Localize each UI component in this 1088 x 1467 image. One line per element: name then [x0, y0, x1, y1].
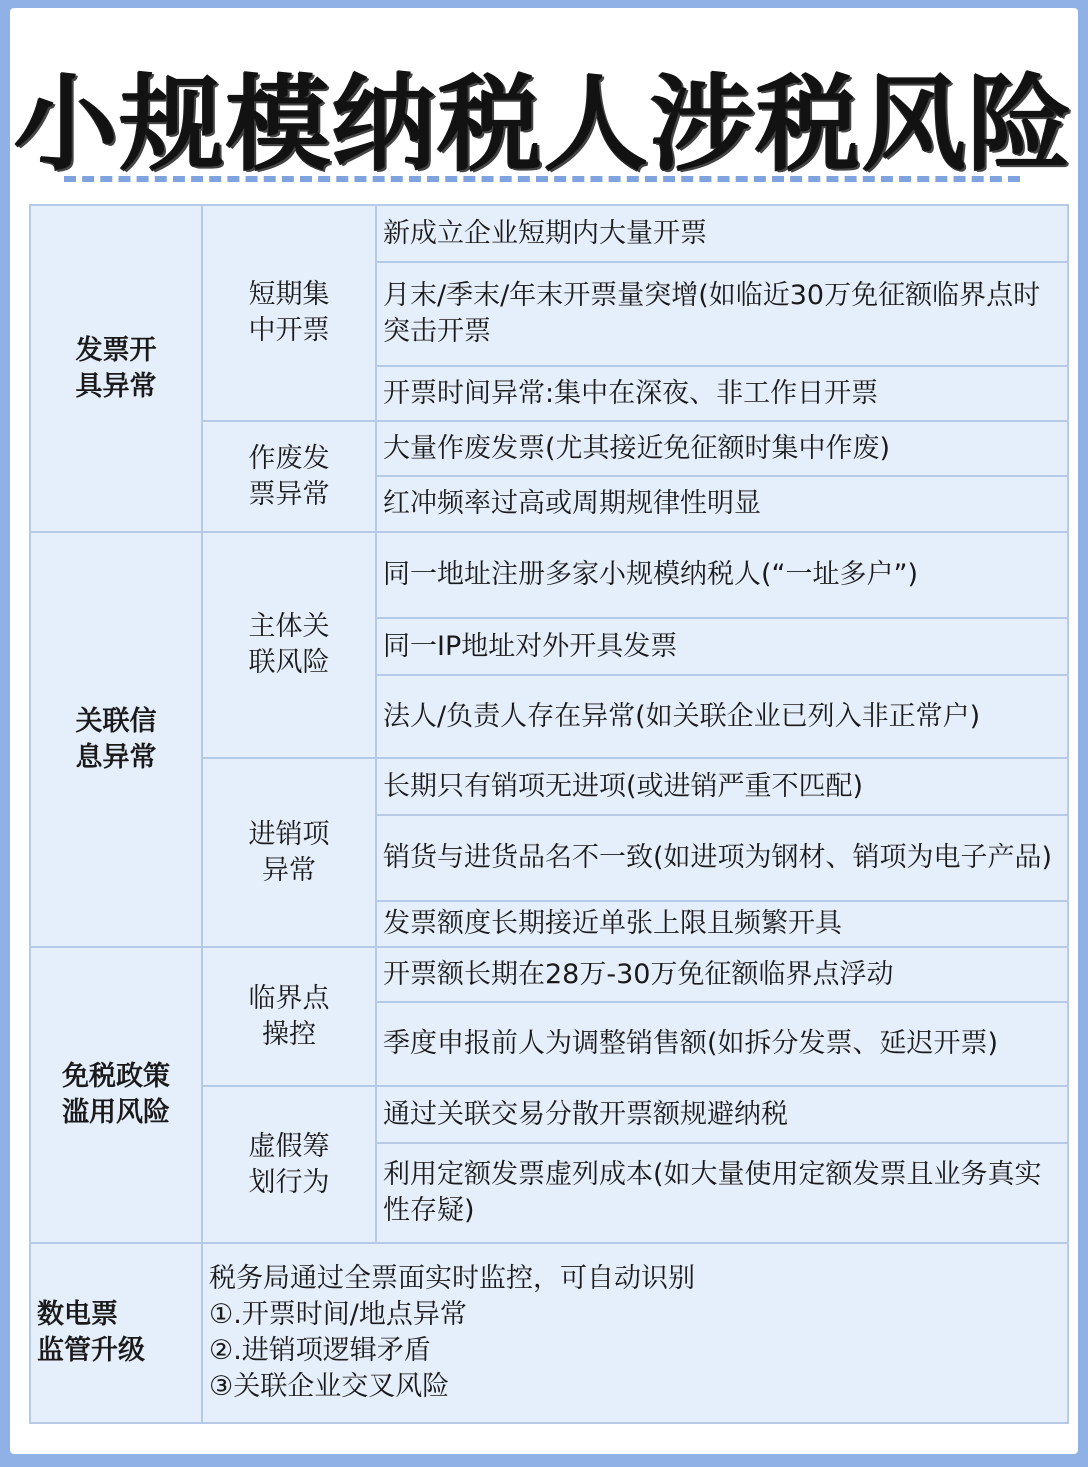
table-row: [30, 947, 1068, 1002]
category-cell: 数电票 监管升级: [30, 1243, 202, 1423]
risk-item: 同一IP地址对外开具发票: [376, 618, 1068, 675]
title-divider: [64, 176, 1020, 182]
table-row: [30, 1243, 1068, 1423]
risk-item: 通过关联交易分散开票额规避纳税: [376, 1086, 1068, 1143]
risk-item: 开票额长期在28万-30万免征额临界点浮动: [376, 947, 1068, 1002]
table-row: [30, 205, 1068, 262]
risk-item: 利用定额发票虚列成本(如大量使用定额发票且业务真实性存疑): [376, 1143, 1068, 1243]
risk-item: 季度申报前人为调整销售额(如拆分发票、延迟开票): [376, 1002, 1068, 1086]
page-title: 小规模纳税人涉税风险: [13, 63, 1074, 185]
subcategory-cell: 作废发 票异常: [202, 421, 376, 532]
risk-table: [29, 204, 1069, 1424]
risk-item: 开票时间异常:集中在深夜、非工作日开票: [376, 366, 1068, 421]
risk-item: 红冲频率过高或周期规律性明显: [376, 476, 1068, 532]
subcategory-cell: 临界点 操控: [202, 947, 376, 1086]
subcategory-cell: 短期集 中开票: [202, 205, 376, 421]
subcategory-cell: 虚假筹 划行为: [202, 1086, 376, 1243]
risk-item: 发票额度长期接近单张上限且频繁开具: [376, 901, 1068, 947]
table-row: [30, 532, 1068, 618]
risk-item: 大量作废发票(尤其接近免征额时集中作废): [376, 421, 1068, 476]
risk-item: 月末/季末/年末开票量突增(如临近30万免征额临界点时突击开票: [376, 262, 1068, 366]
risk-item: 长期只有销项无进项(或进销严重不匹配): [376, 758, 1068, 815]
risk-item: 法人/负责人存在异常(如关联企业已列入非正常户): [376, 675, 1068, 758]
risk-item: 销货与进货品名不一致(如进项为钢材、销项为电子产品): [376, 815, 1068, 901]
subcategory-cell: 主体关 联风险: [202, 532, 376, 758]
category-cell: 关联信 息异常: [30, 532, 202, 947]
digital-invoice-note: 税务局通过全票面实时监控，可自动识别 ①.开票时间/地点异常 ②.进销项逻辑矛盾 ③关联企业交叉风险: [202, 1243, 1068, 1423]
risk-item: 新成立企业短期内大量开票: [376, 205, 1068, 262]
category-cell: 免税政策 滥用风险: [30, 947, 202, 1243]
category-cell: 发票开 具异常: [30, 205, 202, 532]
risk-item: 同一地址注册多家小规模纳税人(“一址多户”): [376, 532, 1068, 618]
subcategory-cell: 进销项 异常: [202, 758, 376, 947]
